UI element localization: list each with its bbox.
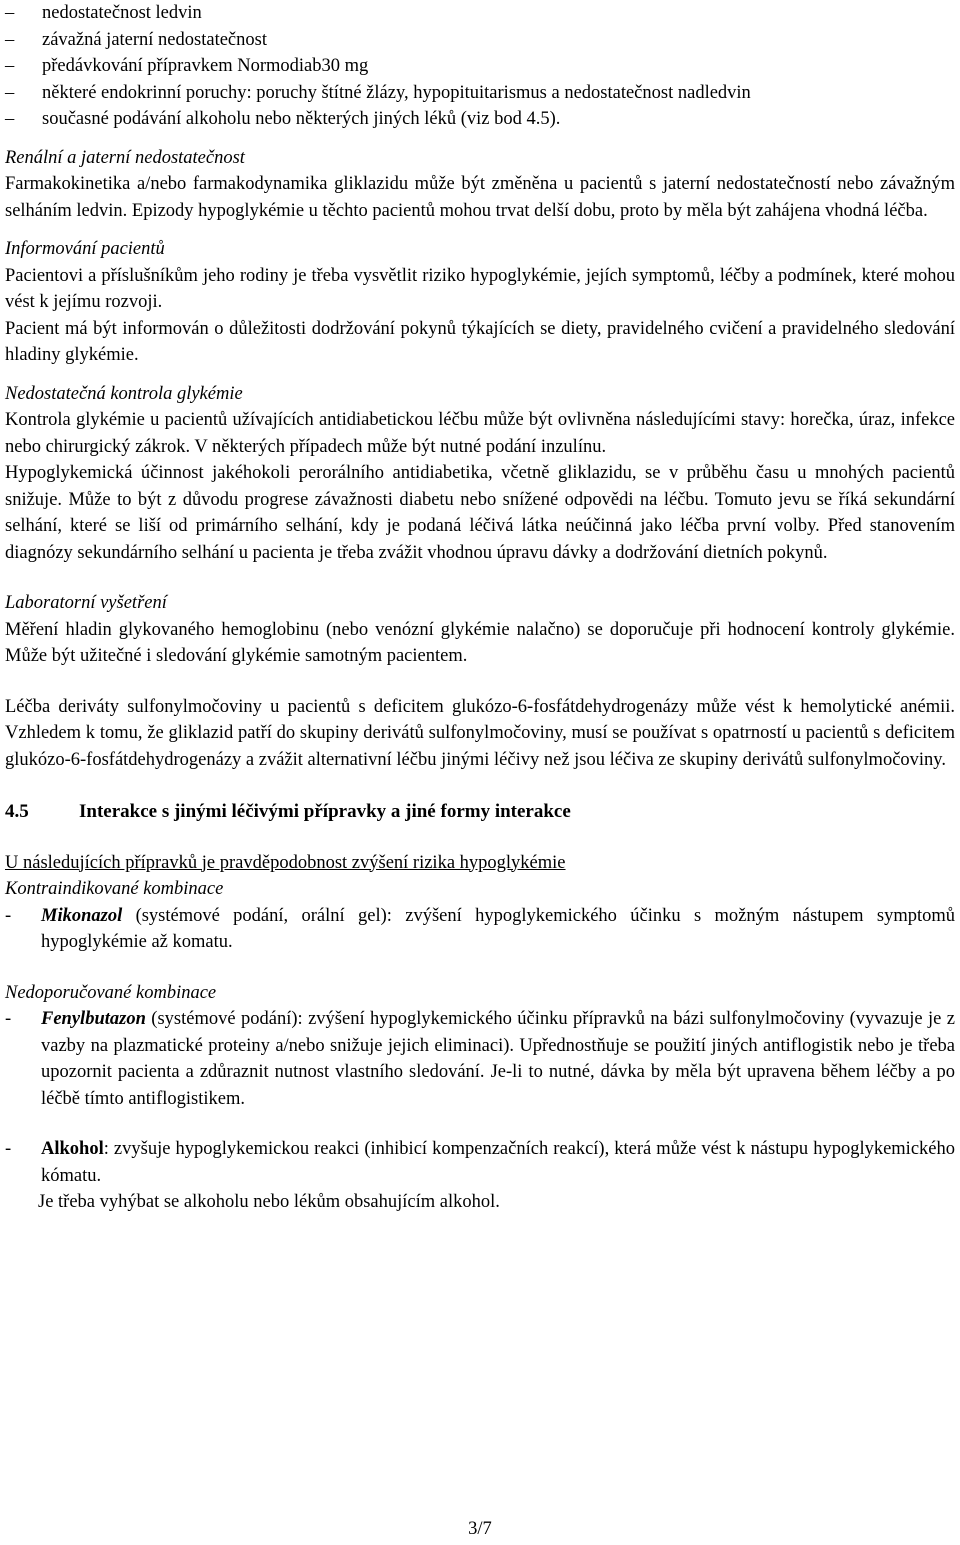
list-item: – předávkování přípravkem Normodiab30 mg <box>5 53 955 80</box>
alkohol-text: : zvyšuje hypoglykemickou reakci (inhibicí kompenzačních reakcí), která může vést k nástupu hypoglykemického kómatu. <box>41 1139 955 1186</box>
alkohol-item <box>5 1136 955 1189</box>
patient-info-paragraph-2: Pacient má být informován o důležitosti dodržování pokynů týkajících se diety, pravidelného cvičení a pravidelného sledování hladiny glykémie. <box>5 318 955 365</box>
mikonazol-item <box>5 903 955 956</box>
renal-heading: Renální a jaterní nedostatečnost <box>5 147 245 168</box>
list-item: – současné podávání alkoholu nebo některých jiných léků (viz bod 4.5). <box>5 106 955 133</box>
renal-section <box>5 145 955 225</box>
item-dash: - <box>5 905 12 926</box>
item-dash: - <box>5 1009 12 1029</box>
not-recommended-heading: Nedoporučované kombinace <box>5 982 217 1003</box>
page-number: 3/7 <box>468 1519 492 1539</box>
fenylbutazon-item <box>5 1006 955 1112</box>
lab-section <box>5 590 955 773</box>
contraindication-dash-list <box>5 0 955 133</box>
interactions-subheading: U následujících přípravků je pravděpodobnost zvýšení rizika hypoglykémie <box>5 852 566 873</box>
alcohol-section <box>5 1136 955 1216</box>
patient-info-paragraph-1: Pacientovi a příslušníkům jeho rodiny je třeba vysvětlit riziko hypoglykémie, jejích symptomů, léčby a podmínek, které mohou vést k jejímu rozvoji. <box>5 265 955 312</box>
not-recommended-section <box>5 980 955 1113</box>
fenylbutazon-text: (systémové podání): zvýšení hypoglykemického účinku přípravků na bázi sulfonylmočoviny (vyvazuje je z vazby na plazmatické proteiny a/nebo snižuje jejich eliminaci). Upřednostňuje se použití jiných antiflogistik nebo je třeba upozornit pacienta a zdůraznit nutnost vlastního sledování. Je-li to nutné, dávka by měla být upravena během léčby a po léčbě tímto antiflogistikem. <box>41 1009 955 1109</box>
list-item: – některé endokrinní poruchy: poruchy štítné žlázy, hypopituitarismus a nedostatečnost nadledvin <box>5 80 955 107</box>
interactions-section <box>5 850 955 956</box>
renal-text: Farmakokinetika a/nebo farmakodynamika gliklazidu může být změněna u pacientů s jaterní nedostatečností nebo závažným selháním ledvin. Epizody hypoglykémie u těchto pacientů mohou trvat delší dobu, proto by měla být zahájena vhodná léčba. <box>5 174 955 221</box>
drug-name-mikonazol: Mikonazol <box>41 905 123 926</box>
lab-paragraph-2: Léčba deriváty sulfonylmočoviny u pacientů s deficitem glukózo-6-fosfátdehydrogenázy může vést k hemolytické anémii. Vzhledem k tomu, že gliklazid patří do skupiny derivátů sulfonylmočoviny, musí se používat s opatrností u pacientů s deficitem glukózo-6-fosfátdehydrogenázy a zvážit alternativní léčbu jinými léčivy než jsou léčiva ze skupiny derivátů sulfonylmočoviny. <box>5 696 955 770</box>
glycemic-control-paragraph-2: Hypoglykemická účinnost jakéhokoli perorálního antidiabetika, včetně gliklazidu, se v průběhu času u mnohých pacientů snižuje. Může to být z důvodu progrese závažnosti diabetu nebo snížené odpovědi na léčbu. Tomuto jevu se říká sekundární selhání, které se liší od primárního selhání, kdy je podaná léčivá látka neúčinná jako léčba první volby. Před stanovením diagnózy sekundárního selhání u pacienta je třeba zvážit vhodnou úpravu dávky a dodržování dietních pokynů. <box>5 463 955 563</box>
drug-name-alkohol: Alkohol <box>41 1139 104 1159</box>
list-item: – závažná jaterní nedostatečnost <box>5 27 955 54</box>
section-4-5-heading <box>5 799 955 826</box>
section-title: Interakce s jinými léčivými přípravky a jiné formy interakce <box>79 801 571 822</box>
patient-info-section <box>5 236 955 369</box>
lab-paragraph-1: Měření hladin glykovaného hemoglobinu (nebo venózní glykémie nalačno) se doporučuje při hodnocení kontroly glykémie. Může být užitečné i sledování glykémie samotným pacientem. <box>5 619 955 666</box>
glycemic-control-section <box>5 381 955 567</box>
contraindicated-heading: Kontraindikované kombinace <box>5 879 224 899</box>
glycemic-control-paragraph-1: Kontrola glykémie u pacientů užívajících antidiabetickou léčbu může být ovlivněna následujícími stavy: horečka, úraz, infekce nebo chirurgický zákrok. V některých případech může být nutné podání inzulínu. <box>5 410 955 457</box>
lab-heading: Laboratorní vyšetření <box>5 593 167 613</box>
section-number: 4.5 <box>5 801 29 822</box>
list-item: – nedostatečnost ledvin <box>5 0 955 27</box>
item-dash: - <box>5 1139 12 1159</box>
alkohol-note: Je třeba vyhýbat se alkoholu nebo lékům obsahujícím alkohol. <box>38 1192 500 1212</box>
patient-info-heading: Informování pacientů <box>5 239 165 259</box>
drug-name-fenylbutazon: Fenylbutazon <box>41 1009 146 1029</box>
glycemic-control-heading: Nedostatečná kontrola glykémie <box>5 383 243 404</box>
mikonazol-text: (systémové podání, orální gel): zvýšení hypoglykemického účinku s možným nástupem symptomů hypoglykémie až komatu. <box>41 905 955 952</box>
